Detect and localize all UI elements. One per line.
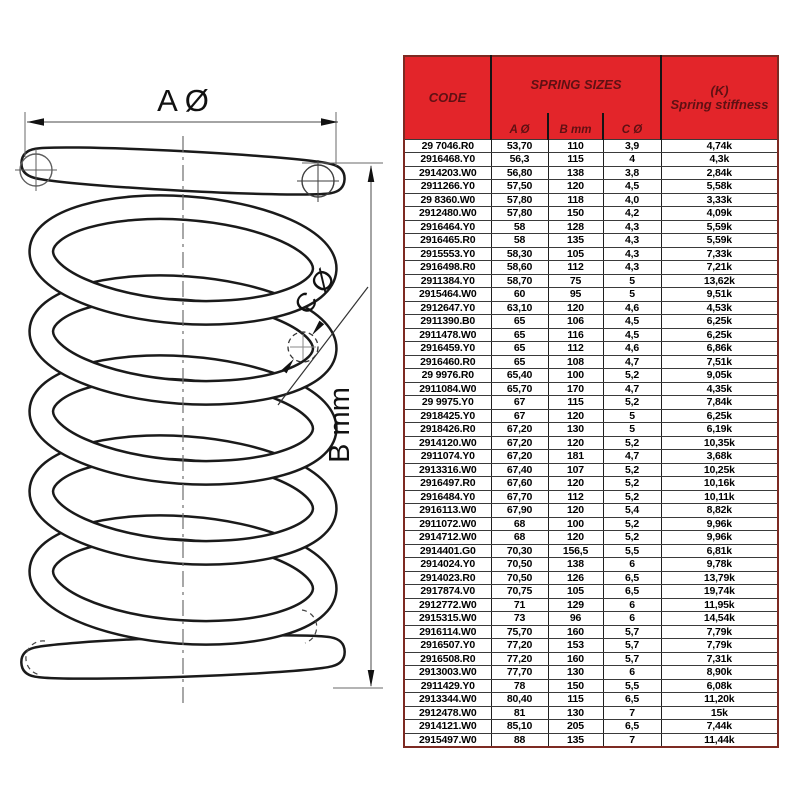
- table-row: [404, 436, 778, 450]
- table-row: [404, 301, 778, 315]
- subheader-a-diameter: A Ø: [491, 113, 548, 139]
- cell-stiffness: 6,08k: [661, 679, 778, 693]
- cell-a-diameter: 80,40: [491, 693, 548, 707]
- cell-b-mm: 129: [548, 598, 603, 612]
- cell-code: 2916468.Y0: [404, 153, 491, 167]
- cell-c-diameter: 6: [603, 598, 661, 612]
- cell-stiffness: 13,62k: [661, 274, 778, 288]
- cell-stiffness: 7,21k: [661, 261, 778, 275]
- cell-code: 2916508.R0: [404, 652, 491, 666]
- arrowhead-up: [368, 165, 375, 182]
- cell-a-diameter: 57,80: [491, 193, 548, 207]
- cell-stiffness: 4,09k: [661, 207, 778, 221]
- cell-b-mm: 170: [548, 382, 603, 396]
- cell-a-diameter: 58: [491, 234, 548, 248]
- cell-a-diameter: 67,60: [491, 477, 548, 491]
- cell-stiffness: 11,20k: [661, 693, 778, 707]
- table-row: [404, 288, 778, 302]
- cell-c-diameter: 5,2: [603, 396, 661, 410]
- table-row: [404, 328, 778, 342]
- cell-a-diameter: 65,40: [491, 369, 548, 383]
- cell-code: 2913344.W0: [404, 693, 491, 707]
- table-row: [404, 612, 778, 626]
- cell-a-diameter: 56,80: [491, 166, 548, 180]
- column-header-code: CODE: [404, 56, 491, 139]
- cell-b-mm: 118: [548, 193, 603, 207]
- cell-b-mm: 115: [548, 396, 603, 410]
- cell-b-mm: 153: [548, 639, 603, 653]
- cell-b-mm: 115: [548, 693, 603, 707]
- table-row: [404, 558, 778, 572]
- cell-a-diameter: 60: [491, 288, 548, 302]
- cell-code: 2916460.R0: [404, 355, 491, 369]
- cell-b-mm: 150: [548, 207, 603, 221]
- cell-b-mm: 107: [548, 463, 603, 477]
- table-row: [404, 517, 778, 531]
- cell-a-diameter: 67,90: [491, 504, 548, 518]
- table-row: [404, 315, 778, 329]
- cell-c-diameter: 4,3: [603, 234, 661, 248]
- spring-table-body: [404, 139, 778, 747]
- cell-stiffness: 4,53k: [661, 301, 778, 315]
- cell-c-diameter: 5,7: [603, 639, 661, 653]
- cell-stiffness: 6,25k: [661, 315, 778, 329]
- cell-b-mm: 138: [548, 166, 603, 180]
- cell-a-diameter: 65: [491, 315, 548, 329]
- table-row: [404, 153, 778, 167]
- cell-c-diameter: 6: [603, 666, 661, 680]
- cell-c-diameter: 4,3: [603, 247, 661, 261]
- cell-c-diameter: 5: [603, 274, 661, 288]
- cell-b-mm: 120: [548, 504, 603, 518]
- cell-c-diameter: 7: [603, 706, 661, 720]
- table-row: [404, 720, 778, 734]
- cell-c-diameter: 4,7: [603, 355, 661, 369]
- cell-code: 2913003.W0: [404, 666, 491, 680]
- cell-b-mm: 205: [548, 720, 603, 734]
- cell-c-diameter: 4,5: [603, 328, 661, 342]
- table-row: [404, 355, 778, 369]
- cell-a-diameter: 81: [491, 706, 548, 720]
- cell-code: 2916497.R0: [404, 477, 491, 491]
- cell-c-diameter: 4,2: [603, 207, 661, 221]
- table-row: [404, 423, 778, 437]
- cell-a-diameter: 57,80: [491, 207, 548, 221]
- cell-code: 29 8360.W0: [404, 193, 491, 207]
- cell-c-diameter: 6: [603, 612, 661, 626]
- cell-c-diameter: 6,5: [603, 571, 661, 585]
- cell-code: 2911390.B0: [404, 315, 491, 329]
- cell-a-diameter: 70,50: [491, 558, 548, 572]
- cell-a-diameter: 67: [491, 396, 548, 410]
- cell-code: 2916484.Y0: [404, 490, 491, 504]
- cell-a-diameter: 88: [491, 733, 548, 747]
- cell-code: 2916459.Y0: [404, 342, 491, 356]
- cell-code: 2912647.Y0: [404, 301, 491, 315]
- cell-c-diameter: 5,2: [603, 436, 661, 450]
- stiffness-header-line2: Spring stiffness: [670, 96, 769, 112]
- cell-a-diameter: 85,10: [491, 720, 548, 734]
- cell-code: 2912478.W0: [404, 706, 491, 720]
- cell-code: 2917874.V0: [404, 585, 491, 599]
- cell-b-mm: 105: [548, 585, 603, 599]
- table-row: [404, 652, 778, 666]
- table-row: [404, 666, 778, 680]
- cell-c-diameter: 5: [603, 288, 661, 302]
- cell-code: 2915497.W0: [404, 733, 491, 747]
- cell-stiffness: 7,31k: [661, 652, 778, 666]
- cell-b-mm: 150: [548, 679, 603, 693]
- spring-table-container: [403, 55, 777, 748]
- cell-c-diameter: 5,2: [603, 369, 661, 383]
- cell-b-mm: 120: [548, 409, 603, 423]
- cell-code: 2916498.R0: [404, 261, 491, 275]
- cell-stiffness: 3,68k: [661, 450, 778, 464]
- cell-b-mm: 156,5: [548, 544, 603, 558]
- cell-a-diameter: 57,50: [491, 180, 548, 194]
- cell-code: 2916114.W0: [404, 625, 491, 639]
- cell-b-mm: 126: [548, 571, 603, 585]
- cell-code: 2916464.Y0: [404, 220, 491, 234]
- cell-stiffness: 8,90k: [661, 666, 778, 680]
- cell-stiffness: 9,96k: [661, 531, 778, 545]
- table-row: [404, 234, 778, 248]
- cell-c-diameter: 4,7: [603, 450, 661, 464]
- cell-a-diameter: 70,75: [491, 585, 548, 599]
- cell-b-mm: 120: [548, 477, 603, 491]
- cell-a-diameter: 78: [491, 679, 548, 693]
- table-row: [404, 504, 778, 518]
- cell-c-diameter: 4,3: [603, 261, 661, 275]
- cell-stiffness: 7,44k: [661, 720, 778, 734]
- cell-c-diameter: 5,2: [603, 490, 661, 504]
- cell-stiffness: 4,3k: [661, 153, 778, 167]
- cell-a-diameter: 63,10: [491, 301, 548, 315]
- subheader-b-mm: B mm: [548, 113, 603, 139]
- cell-a-diameter: 67,20: [491, 450, 548, 464]
- spring-table-header: [404, 56, 778, 139]
- cell-b-mm: 135: [548, 733, 603, 747]
- cell-c-diameter: 5,7: [603, 625, 661, 639]
- cell-b-mm: 120: [548, 180, 603, 194]
- label-a-diameter: A Ø: [157, 83, 209, 118]
- cell-stiffness: 6,25k: [661, 409, 778, 423]
- cell-stiffness: 6,86k: [661, 342, 778, 356]
- cell-stiffness: 9,51k: [661, 288, 778, 302]
- cell-a-diameter: 67,20: [491, 423, 548, 437]
- cell-stiffness: 7,79k: [661, 625, 778, 639]
- cell-stiffness: 5,58k: [661, 180, 778, 194]
- cell-a-diameter: 68: [491, 531, 548, 545]
- arrowhead-down: [368, 670, 375, 687]
- cell-code: 2918425.Y0: [404, 409, 491, 423]
- cell-stiffness: 15k: [661, 706, 778, 720]
- cell-stiffness: 6,25k: [661, 328, 778, 342]
- cell-code: 2914203.W0: [404, 166, 491, 180]
- cell-a-diameter: 58,70: [491, 274, 548, 288]
- cell-stiffness: 7,79k: [661, 639, 778, 653]
- cell-code: 2913316.W0: [404, 463, 491, 477]
- cell-a-diameter: 65: [491, 328, 548, 342]
- cell-stiffness: 3,33k: [661, 193, 778, 207]
- cell-stiffness: 4,74k: [661, 139, 778, 153]
- cell-c-diameter: 7: [603, 733, 661, 747]
- cell-b-mm: 120: [548, 436, 603, 450]
- cell-code: 2911429.Y0: [404, 679, 491, 693]
- cell-b-mm: 128: [548, 220, 603, 234]
- cell-c-diameter: 5,5: [603, 544, 661, 558]
- table-row: [404, 490, 778, 504]
- table-row: [404, 639, 778, 653]
- cell-code: 2916113.W0: [404, 504, 491, 518]
- cell-c-diameter: 3,9: [603, 139, 661, 153]
- cell-a-diameter: 67,20: [491, 436, 548, 450]
- table-row: [404, 544, 778, 558]
- cell-c-diameter: 6,5: [603, 720, 661, 734]
- cell-code: 2911084.W0: [404, 382, 491, 396]
- cell-code: 2912480.W0: [404, 207, 491, 221]
- cell-c-diameter: 6,5: [603, 693, 661, 707]
- cell-code: 29 9975.Y0: [404, 396, 491, 410]
- cell-a-diameter: 67,70: [491, 490, 548, 504]
- table-row: [404, 193, 778, 207]
- table-row: [404, 180, 778, 194]
- cell-code: 2911074.Y0: [404, 450, 491, 464]
- cell-c-diameter: 6: [603, 558, 661, 572]
- stiffness-header-line1: (K): [710, 82, 729, 98]
- cell-b-mm: 120: [548, 301, 603, 315]
- table-row: [404, 585, 778, 599]
- cell-b-mm: 105: [548, 247, 603, 261]
- cell-a-diameter: 77,20: [491, 639, 548, 653]
- cell-c-diameter: 4,0: [603, 193, 661, 207]
- cell-a-diameter: 65,70: [491, 382, 548, 396]
- cell-a-diameter: 77,20: [491, 652, 548, 666]
- cell-code: 2914023.R0: [404, 571, 491, 585]
- cell-b-mm: 115: [548, 153, 603, 167]
- cell-c-diameter: 5,5: [603, 679, 661, 693]
- cell-c-diameter: 4: [603, 153, 661, 167]
- cell-c-diameter: 5,2: [603, 463, 661, 477]
- table-row: [404, 409, 778, 423]
- cell-stiffness: 5,59k: [661, 234, 778, 248]
- cell-code: 2914024.Y0: [404, 558, 491, 572]
- cell-b-mm: 112: [548, 261, 603, 275]
- cell-code: 2911478.W0: [404, 328, 491, 342]
- table-row: [404, 342, 778, 356]
- cell-b-mm: 130: [548, 423, 603, 437]
- cell-a-diameter: 68: [491, 517, 548, 531]
- cell-stiffness: 10,11k: [661, 490, 778, 504]
- cell-c-diameter: 4,7: [603, 382, 661, 396]
- cell-stiffness: 6,19k: [661, 423, 778, 437]
- table-row: [404, 166, 778, 180]
- cell-c-diameter: 5,2: [603, 517, 661, 531]
- table-row: [404, 706, 778, 720]
- cell-code: 2911072.W0: [404, 517, 491, 531]
- cell-b-mm: 108: [548, 355, 603, 369]
- table-row: [404, 477, 778, 491]
- cell-b-mm: 95: [548, 288, 603, 302]
- cell-c-diameter: 5: [603, 409, 661, 423]
- cell-stiffness: 13,79k: [661, 571, 778, 585]
- cell-b-mm: 106: [548, 315, 603, 329]
- spring-table: [403, 55, 779, 748]
- cell-b-mm: 75: [548, 274, 603, 288]
- cell-code: 2911266.Y0: [404, 180, 491, 194]
- cell-stiffness: 9,78k: [661, 558, 778, 572]
- cell-code: 2915464.W0: [404, 288, 491, 302]
- cell-b-mm: 100: [548, 369, 603, 383]
- cell-b-mm: 138: [548, 558, 603, 572]
- table-row: [404, 220, 778, 234]
- cell-code: 2914712.W0: [404, 531, 491, 545]
- table-row: [404, 531, 778, 545]
- cell-a-diameter: 65: [491, 355, 548, 369]
- cell-code: 2914121.W0: [404, 720, 491, 734]
- cell-b-mm: 100: [548, 517, 603, 531]
- table-row: [404, 571, 778, 585]
- cell-b-mm: 160: [548, 625, 603, 639]
- cell-code: 2915315.W0: [404, 612, 491, 626]
- arrowhead-left: [27, 118, 44, 126]
- table-row: [404, 733, 778, 747]
- cell-c-diameter: 4,3: [603, 220, 661, 234]
- cell-c-diameter: 5,4: [603, 504, 661, 518]
- cell-stiffness: 2,84k: [661, 166, 778, 180]
- cell-b-mm: 116: [548, 328, 603, 342]
- cell-stiffness: 9,96k: [661, 517, 778, 531]
- cell-a-diameter: 58,60: [491, 261, 548, 275]
- cell-stiffness: 7,51k: [661, 355, 778, 369]
- cell-stiffness: 19,74k: [661, 585, 778, 599]
- cell-stiffness: 10,35k: [661, 436, 778, 450]
- cell-a-diameter: 67: [491, 409, 548, 423]
- table-row: [404, 463, 778, 477]
- table-row: [404, 450, 778, 464]
- table-row: [404, 247, 778, 261]
- table-row: [404, 261, 778, 275]
- subheader-c-diameter: C Ø: [603, 113, 661, 139]
- cell-stiffness: 5,59k: [661, 220, 778, 234]
- cell-code: 2916507.Y0: [404, 639, 491, 653]
- cell-a-diameter: 58: [491, 220, 548, 234]
- cell-a-diameter: 65: [491, 342, 548, 356]
- cell-a-diameter: 56,3: [491, 153, 548, 167]
- cell-a-diameter: 70,30: [491, 544, 548, 558]
- table-row: [404, 679, 778, 693]
- cell-a-diameter: 77,70: [491, 666, 548, 680]
- column-header-stiffness: [661, 56, 778, 139]
- cell-c-diameter: 4,6: [603, 342, 661, 356]
- cell-stiffness: 7,33k: [661, 247, 778, 261]
- cell-stiffness: 7,84k: [661, 396, 778, 410]
- cell-b-mm: 130: [548, 666, 603, 680]
- cell-stiffness: 10,16k: [661, 477, 778, 491]
- cell-c-diameter: 4,5: [603, 315, 661, 329]
- cell-stiffness: 8,82k: [661, 504, 778, 518]
- cell-stiffness: 6,81k: [661, 544, 778, 558]
- cell-stiffness: 4,35k: [661, 382, 778, 396]
- cell-code: 29 9976.R0: [404, 369, 491, 383]
- table-row: [404, 625, 778, 639]
- cell-a-diameter: 73: [491, 612, 548, 626]
- cell-c-diameter: 5,2: [603, 477, 661, 491]
- table-row: [404, 207, 778, 221]
- cell-code: 2911384.Y0: [404, 274, 491, 288]
- cell-c-diameter: 4,5: [603, 180, 661, 194]
- cell-code: 2914120.W0: [404, 436, 491, 450]
- cell-b-mm: 120: [548, 531, 603, 545]
- cell-code: 2915553.Y0: [404, 247, 491, 261]
- cell-code: 2914401.G0: [404, 544, 491, 558]
- arrowhead-right: [321, 118, 338, 126]
- cell-a-diameter: 67,40: [491, 463, 548, 477]
- label-c-diameter: C Ø: [288, 263, 342, 320]
- table-row: [404, 274, 778, 288]
- cell-a-diameter: 71: [491, 598, 548, 612]
- cell-b-mm: 135: [548, 234, 603, 248]
- cell-code: 2912772.W0: [404, 598, 491, 612]
- cell-code: 29 7046.R0: [404, 139, 491, 153]
- cell-b-mm: 96: [548, 612, 603, 626]
- cell-a-diameter: 58,30: [491, 247, 548, 261]
- cell-b-mm: 160: [548, 652, 603, 666]
- table-row: [404, 396, 778, 410]
- cell-c-diameter: 5,7: [603, 652, 661, 666]
- cell-stiffness: 10,25k: [661, 463, 778, 477]
- label-b-length: B mm: [324, 387, 356, 463]
- cell-b-mm: 112: [548, 342, 603, 356]
- cell-stiffness: 11,44k: [661, 733, 778, 747]
- cell-code: 2916465.R0: [404, 234, 491, 248]
- cell-c-diameter: 3,8: [603, 166, 661, 180]
- cell-stiffness: 9,05k: [661, 369, 778, 383]
- cell-b-mm: 181: [548, 450, 603, 464]
- cell-b-mm: 130: [548, 706, 603, 720]
- cell-a-diameter: 70,50: [491, 571, 548, 585]
- column-header-spring-sizes: SPRING SIZES: [491, 56, 661, 113]
- cell-c-diameter: 6,5: [603, 585, 661, 599]
- table-row: [404, 139, 778, 153]
- cell-stiffness: 14,54k: [661, 612, 778, 626]
- cell-a-diameter: 75,70: [491, 625, 548, 639]
- table-row: [404, 598, 778, 612]
- cell-c-diameter: 5: [603, 423, 661, 437]
- table-row: [404, 382, 778, 396]
- table-row: [404, 693, 778, 707]
- cell-b-mm: 112: [548, 490, 603, 504]
- cell-stiffness: 11,95k: [661, 598, 778, 612]
- cell-a-diameter: 53,70: [491, 139, 548, 153]
- table-row: [404, 369, 778, 383]
- cell-code: 2918426.R0: [404, 423, 491, 437]
- cell-c-diameter: 4,6: [603, 301, 661, 315]
- cell-b-mm: 110: [548, 139, 603, 153]
- cell-c-diameter: 5,2: [603, 531, 661, 545]
